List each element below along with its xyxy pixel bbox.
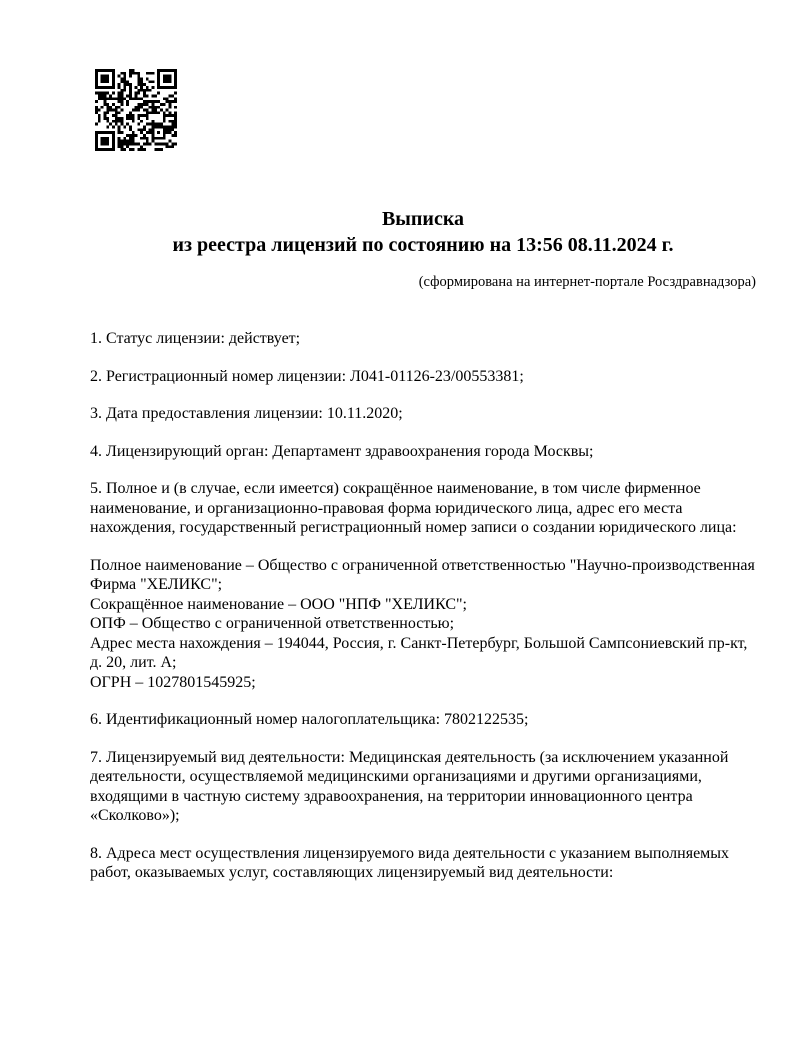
document-body (90, 329, 756, 883)
page-title (90, 206, 756, 258)
text-line: 6. Идентификационный номер налогоплательщика: 7802122535; (90, 711, 529, 728)
text-line: 2. Регистрационный номер лицензии: Л041-01126-23/00553381; (90, 367, 524, 385)
document-subtitle: (сформирована на интернет-портале Росздравнадзора) (418, 274, 756, 290)
paragraph (90, 442, 756, 462)
paragraph (90, 367, 756, 387)
paragraph (90, 710, 756, 730)
text-line: 1. Статус лицензии: действует; (90, 330, 301, 347)
text-line: 8. Адреса мест осуществления лицензируемого вида деятельности с указанием выполняемых работ, оказываемых услуг, составляющих лицензируемый вид деятельности: (90, 844, 730, 881)
text-line: 5. Полное и (в случае, если имеется) сокращённое наименование, в том числе фирменное наименование, и организационно-правовая форма юридического лица, адрес его места нахождения, государственный регистрационный номер записи о создании юридического лица: (90, 480, 737, 536)
paragraph (90, 479, 756, 538)
paragraph (90, 748, 756, 826)
paragraph (90, 844, 756, 883)
paragraph (90, 556, 756, 693)
qr-code-icon (95, 69, 177, 151)
text-line: ОПФ – Общество с ограниченной ответственностью; (90, 615, 455, 632)
text-line: ОГРН – 1027801545925; (90, 673, 256, 691)
text-line: 4. Лицензирующий орган: Департамент здравоохранения города Москвы; (90, 442, 594, 460)
paragraph (90, 329, 756, 349)
title-line-1: Выписка (381, 208, 465, 230)
document-header (90, 206, 756, 291)
text-line: Сокращённое наименование – ООО "НПФ "ХЕЛИКС"; (90, 595, 467, 613)
text-line: 7. Лицензируемый вид деятельности: Медицинская деятельность (за исключением указанной деятельности, осуществляемой медицинскими организациями и другими организациями, входящими в частную систему здравоохранения, на территории инновационного центра «Сколково»); (90, 748, 729, 824)
text-line: Адрес места нахождения – 194044, Россия, г. Санкт-Петербург, Большой Сампсониевский пр-кт, д. 20, лит. А; (90, 634, 748, 671)
document-content (0, 206, 790, 883)
text-line: 3. Дата предоставления лицензии: 10.11.2020; (90, 405, 403, 422)
text-line: Полное наименование – Общество с ограниченной ответственностью "Научно-производственная Фирма "ХЕЛИКС"; (90, 556, 755, 593)
paragraph (90, 404, 756, 424)
title-line-2: из реестра лицензий по состоянию на 13:56 08.11.2024 г. (172, 234, 674, 256)
